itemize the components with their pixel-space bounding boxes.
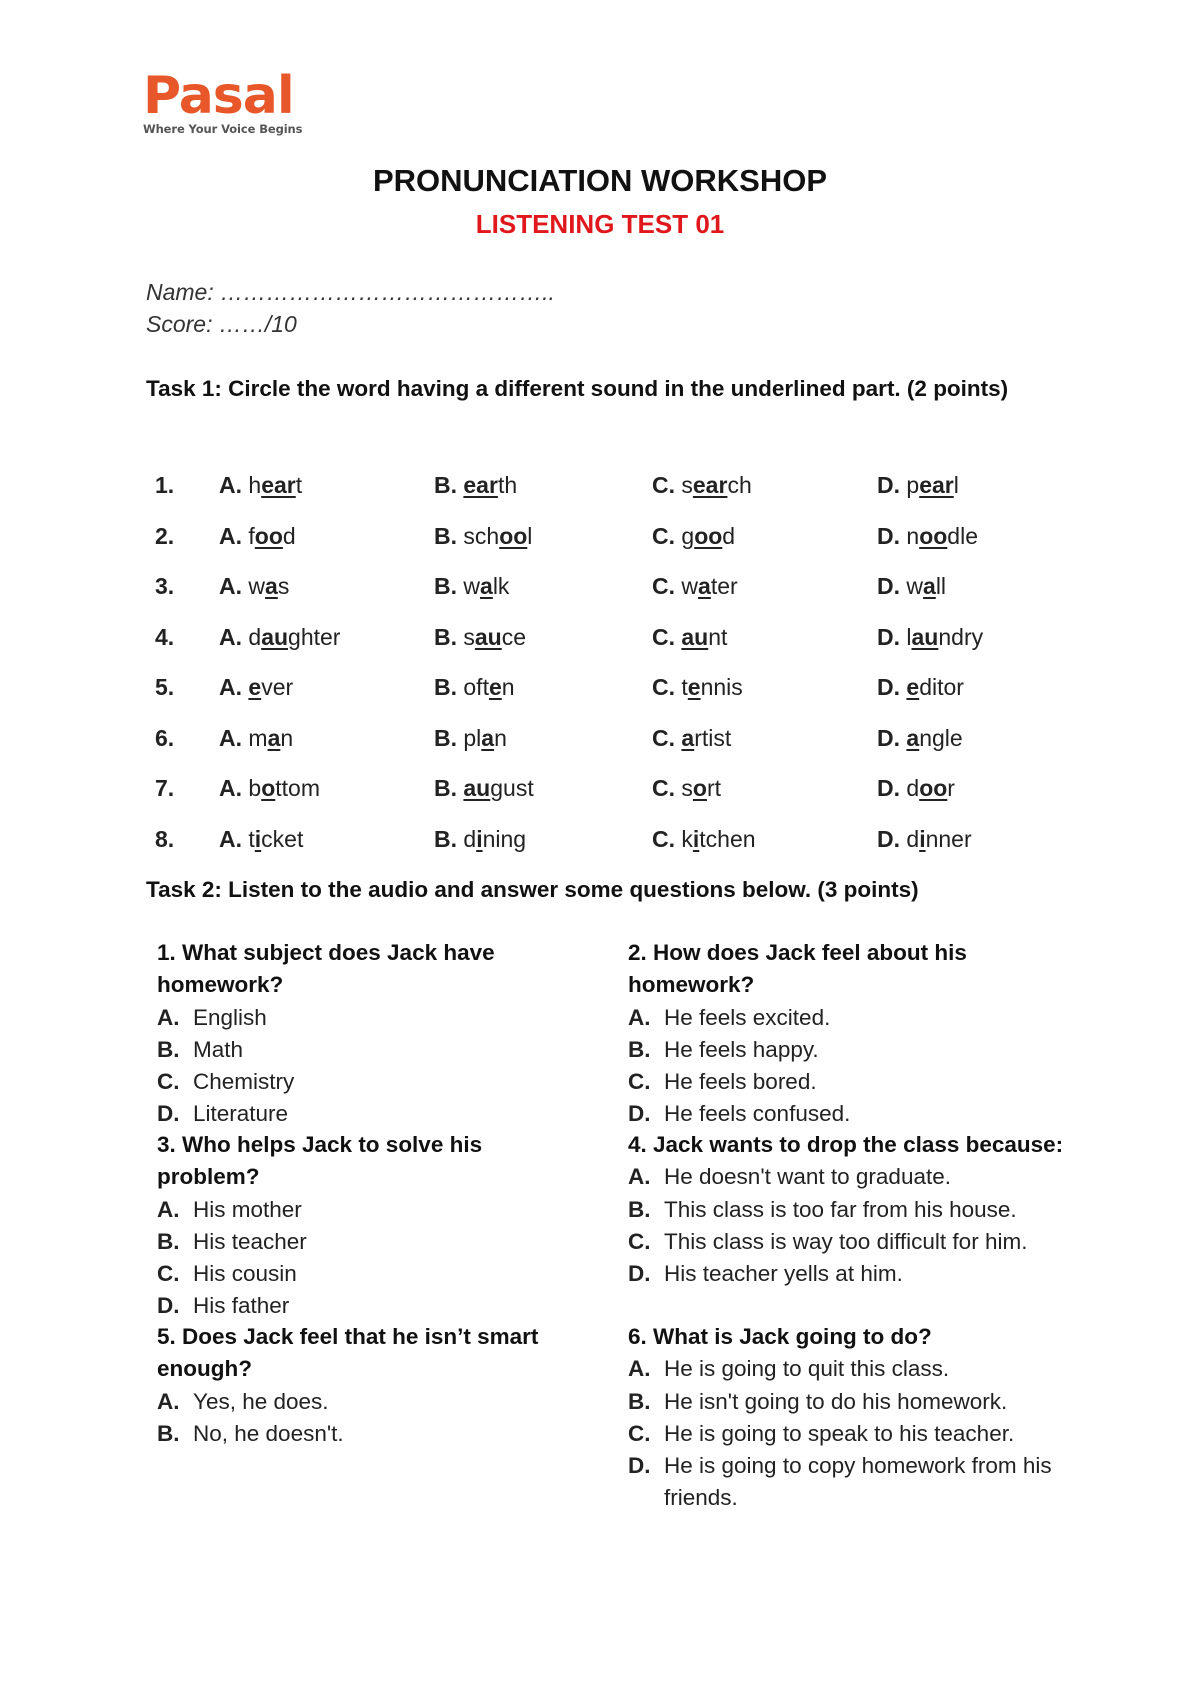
word-part: d [463,825,477,852]
answer-option[interactable] [434,725,507,752]
answer-option[interactable] [157,1066,577,1098]
answer-option[interactable] [652,624,727,651]
answer-option[interactable] [157,1034,577,1066]
word-part: rt [706,775,722,801]
option-letter: A. [219,724,242,751]
underlined-sound: a [906,724,920,751]
underlined-sound: e [906,674,920,700]
answer-option[interactable] [628,1386,1098,1418]
question-text: 4. Jack wants to drop the class because: [628,1132,1064,1157]
option-letter: B. [628,1196,651,1222]
word-part: d [906,775,920,801]
option-text: His father [193,1293,290,1319]
word-part: r [947,775,955,801]
answer-option[interactable] [628,1194,1098,1226]
answer-option[interactable] [628,1353,1098,1385]
underlined-sound: a [480,573,493,599]
underlined-sound: ear [463,472,498,498]
option-letter: C. [652,674,675,700]
underlined-sound: au [463,775,491,801]
task2-question [157,1321,577,1450]
word-part: k [681,825,693,852]
word-part: dle [947,522,978,549]
option-letter: A. [219,573,242,599]
question-number: 3. [155,573,175,599]
option-letter: A. [157,1004,180,1030]
option-letter: C. [628,1420,651,1446]
task1-question-row [0,573,1200,613]
word-part: ditor [919,674,964,700]
word-part: d [282,522,296,549]
question-text: 1. What subject does Jack have homework? [157,940,495,998]
word-part: d [248,623,262,650]
underlined-sound: e [248,674,262,700]
word-part: w [463,573,481,599]
word-part: b [248,775,262,801]
word-part: f [248,522,255,549]
answer-option[interactable] [628,1161,1098,1193]
answer-option[interactable] [157,1226,577,1258]
question-number: 4. [155,623,175,650]
answer-option[interactable] [219,826,303,853]
option-text: He feels bored. [664,1069,817,1095]
answer-option[interactable] [434,775,534,802]
word-part: w [681,573,699,599]
underlined-sound: ear [261,472,296,498]
answer-option[interactable] [628,1098,1098,1130]
answer-option[interactable] [628,1450,1098,1515]
answer-option[interactable] [877,725,963,752]
answer-option[interactable] [219,674,293,701]
answer-option[interactable] [877,775,955,802]
task2-heading: Task 2: Listen to the audio and answer some questions below. (3 points) [146,877,919,902]
option-letter: B. [434,674,457,700]
task2-question [628,937,1098,1131]
option-text: Literature [193,1101,289,1127]
answer-option[interactable] [219,523,296,550]
option-text: Yes, he does. [193,1388,329,1414]
word-part: lk [492,573,510,599]
option-letter: C. [628,1228,651,1254]
option-text: His mother [193,1196,302,1222]
answer-option[interactable] [628,1258,1098,1290]
underlined-sound: oo [919,775,948,801]
underlined-sound: au [261,623,289,650]
answer-option[interactable] [157,1258,577,1290]
underlined-sound: ear [692,472,728,498]
answer-option[interactable] [157,1098,577,1130]
option-letter: D. [877,825,900,852]
option-letter: D. [628,1453,651,1479]
word-part: ttom [275,775,320,801]
answer-option[interactable] [877,674,964,701]
underlined-sound: oo [499,522,528,549]
option-letter: C. [652,724,675,751]
underlined-sound: oo [694,522,723,549]
word-part: l [906,623,912,650]
task1-question-row [0,523,1200,563]
word-part: ch [727,472,752,498]
word-part: w [248,573,266,599]
word-part: g [681,522,695,549]
question-number: 2. [155,522,175,549]
option-text: He is going to speak to his teacher. [664,1420,1015,1446]
word-part: t [248,825,255,852]
underlined-sound: o [261,775,276,801]
task2-question [628,1321,1098,1515]
word-part: n [280,724,294,751]
option-letter: D. [628,1101,651,1127]
option-letter: A. [219,775,242,801]
brand-logo-mark: Pasal [143,66,294,126]
word-part: nnis [700,674,743,700]
word-part: ce [501,623,527,650]
option-letter: A. [157,1388,180,1414]
word-part: t [681,674,688,700]
word-part: ndry [938,623,984,650]
word-part: s [277,573,290,599]
underlined-sound: ear [919,472,954,498]
underlined-sound: oo [919,522,948,549]
option-text: Math [193,1036,244,1062]
page-subtitle: LISTENING TEST 01 [475,209,725,239]
answer-option[interactable] [652,523,735,550]
option-text: He isn't going to do his homework. [664,1388,1008,1414]
option-text: He feels excited. [664,1004,831,1030]
option-text: His teacher yells at him. [664,1261,903,1287]
underlined-sound: i [692,825,700,852]
answer-option[interactable] [628,1034,1098,1066]
word-part: th [497,472,518,498]
underlined-sound: i [919,825,926,852]
answer-option[interactable] [219,775,320,802]
underlined-sound: e [687,674,701,700]
name-field[interactable]: Name: …………………………………….. [146,279,555,305]
option-letter: B. [434,775,457,801]
option-letter: B. [157,1420,180,1446]
word-part: ter [710,573,738,599]
option-letter: D. [877,674,900,700]
answer-option[interactable] [628,1226,1098,1258]
word-part: ll [935,573,947,599]
underlined-sound: au [911,623,939,650]
option-text: This class is too far from his house. [664,1196,1017,1222]
question-text: 3. Who helps Jack to solve his problem? [157,1132,483,1190]
underlined-sound: a [267,724,281,751]
word-part: oft [463,674,489,700]
answer-option[interactable] [877,624,983,651]
answer-option[interactable] [628,1418,1098,1450]
option-text: His cousin [193,1261,297,1287]
option-letter: C. [652,472,675,498]
answer-option[interactable] [157,1418,577,1450]
option-letter: A. [219,825,242,852]
answer-option[interactable] [652,674,743,701]
brand-logo [143,68,313,136]
option-letter: B. [434,724,457,751]
task1-heading: Task 1: Circle the word having a different sound in the underlined part. (2 points) [146,376,1009,401]
option-letter: B. [434,522,457,549]
answer-option[interactable] [652,472,752,499]
answer-option[interactable] [434,523,532,550]
option-letter: B. [157,1036,180,1062]
option-letter: B. [434,623,457,650]
option-letter: C. [652,573,675,599]
word-part: s [681,472,693,498]
word-part: s [681,775,693,801]
option-letter: D. [877,775,900,801]
answer-option[interactable] [652,573,738,600]
task2-question [157,1129,577,1323]
answer-option[interactable] [157,1290,577,1322]
underlined-sound: o [692,775,707,801]
task2-question [628,1129,1098,1290]
word-part: d [722,522,736,549]
answer-option[interactable] [877,573,946,600]
option-letter: A. [157,1196,180,1222]
option-letter: C. [157,1069,180,1095]
word-part: ghter [288,623,341,650]
task1-question-row [0,472,1200,512]
option-letter: C. [157,1261,180,1287]
answer-option[interactable] [652,826,756,853]
task2-question [157,937,577,1131]
option-letter: A. [219,522,242,549]
option-letter: B. [434,825,457,852]
underlined-sound: i [476,825,483,852]
word-part: nt [708,623,728,650]
word-part: m [248,724,268,751]
option-letter: B. [628,1036,651,1062]
option-letter: B. [628,1388,651,1414]
option-letter: B. [157,1228,180,1254]
underlined-sound: a [698,573,711,599]
word-part: p [906,472,920,498]
answer-option[interactable] [219,624,340,651]
word-part: w [906,573,924,599]
option-text: No, he doesn't. [193,1420,344,1446]
answer-option[interactable] [157,1386,577,1418]
word-part: rtist [694,724,732,751]
score-field[interactable]: Score: ……/10 [146,311,297,337]
word-part: nner [925,825,972,852]
option-letter: D. [157,1101,180,1127]
option-text: His teacher [193,1228,307,1254]
task1-question-row [0,725,1200,765]
answer-option[interactable] [434,624,526,651]
option-letter: D. [877,522,900,549]
task1-question-row [0,826,1200,866]
answer-option[interactable] [157,1194,577,1226]
option-letter: A. [219,674,242,700]
option-text: English [193,1004,267,1030]
option-letter: B. [434,472,457,498]
word-part: gust [490,775,534,801]
answer-option[interactable] [219,725,293,752]
answer-option[interactable] [877,472,959,499]
underlined-sound: a [481,724,495,751]
task1-question-row [0,775,1200,815]
brand-tagline: Where Your Voice Begins [143,122,303,136]
option-letter: C. [628,1069,651,1095]
option-letter: C. [652,623,675,650]
option-letter: A. [628,1164,651,1190]
option-text: He feels confused. [664,1101,851,1127]
answer-option[interactable] [877,826,972,853]
option-text: Chemistry [193,1069,295,1095]
underlined-sound: i [254,825,262,852]
word-part: sch [463,522,500,549]
question-text: 6. What is Jack going to do? [628,1324,932,1349]
answer-option[interactable] [652,725,731,752]
option-letter: D. [877,573,900,599]
word-part: s [463,623,475,650]
answer-option[interactable] [434,826,526,853]
underlined-sound: e [488,674,502,700]
question-number: 7. [155,775,175,801]
word-part: pl [463,724,482,751]
option-letter: D. [877,472,900,498]
question-text: 5. Does Jack feel that he isn’t smart enough? [157,1324,539,1382]
option-text: This class is way too difficult for him. [664,1228,1028,1254]
option-letter: B. [434,573,457,599]
option-text: He doesn't want to graduate. [664,1164,951,1190]
word-part: n [501,674,515,700]
answer-option[interactable] [157,1002,577,1034]
option-letter: D. [157,1293,180,1319]
question-number: 1. [155,472,175,498]
answer-option[interactable] [628,1002,1098,1034]
answer-option[interactable] [434,674,515,701]
task1-question-row [0,674,1200,714]
underlined-sound: a [681,724,695,751]
option-letter: A. [219,472,242,498]
option-letter: A. [628,1004,651,1030]
underlined-sound: au [681,623,709,650]
word-part: ver [261,674,294,700]
task1-question-row [0,624,1200,664]
word-part: n [906,522,920,549]
word-part: ning [482,825,527,852]
option-letter: C. [652,825,675,852]
question-number: 6. [155,724,175,751]
word-part: cket [261,825,304,852]
option-letter: C. [652,522,675,549]
word-part: n [494,724,507,751]
option-letter: A. [219,623,242,650]
word-part: d [906,825,920,852]
question-text: 2. How does Jack feel about his homework? [628,940,967,998]
word-part: h [248,472,262,498]
page-title: PRONUNCIATION WORKSHOP [372,163,828,198]
option-text: He is going to quit this class. [664,1356,950,1382]
option-text: He is going to copy homework from his friends. [664,1453,1052,1511]
question-number: 8. [155,825,175,852]
underlined-sound: a [265,573,278,599]
option-letter: D. [628,1261,651,1287]
option-text: He feels happy. [664,1036,819,1062]
question-number: 5. [155,674,175,700]
underlined-sound: au [474,623,502,650]
word-part: l [527,522,533,549]
answer-option[interactable] [877,523,978,550]
answer-option[interactable] [652,775,721,802]
word-part: ngle [919,724,963,751]
word-part: l [953,472,959,498]
answer-option[interactable] [628,1066,1098,1098]
option-letter: A. [628,1356,651,1382]
option-letter: D. [877,724,900,751]
underlined-sound: a [923,573,936,599]
word-part: t [295,472,303,498]
option-letter: C. [652,775,675,801]
answer-option[interactable] [219,472,302,499]
answer-option[interactable] [219,573,289,600]
answer-option[interactable] [434,573,509,600]
answer-option[interactable] [434,472,517,499]
option-letter: D. [877,623,900,650]
underlined-sound: oo [254,522,283,549]
word-part: tchen [699,825,756,852]
